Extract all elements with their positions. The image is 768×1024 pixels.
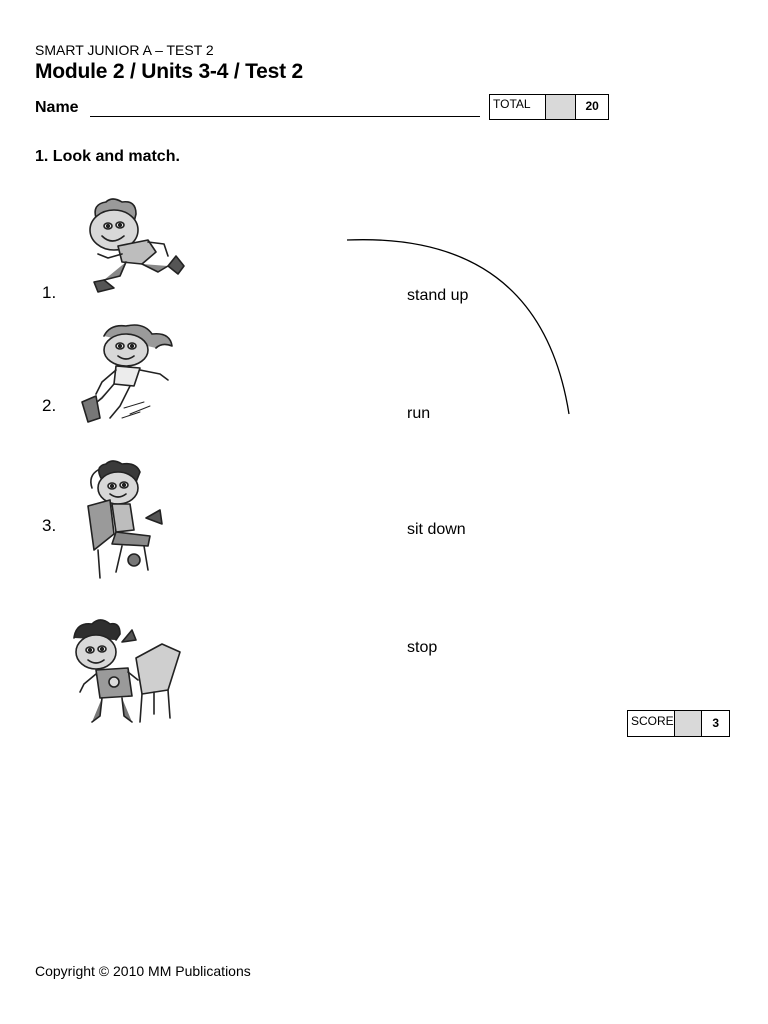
series-title: SMART JUNIOR A – TEST 2 <box>35 42 214 58</box>
score-label: SCORE <box>628 711 675 736</box>
page-title: Module 2 / Units 3-4 / Test 2 <box>35 60 304 83</box>
girl-stopping-illustration <box>74 322 186 430</box>
score-box <box>627 710 730 737</box>
total-value: 20 <box>585 99 599 113</box>
copyright-notice: Copyright © 2010 MM Publications <box>35 963 251 979</box>
girl-sitting-illustration <box>82 460 168 582</box>
item-number-3: 3. <box>42 516 57 535</box>
word-stand-up: stand up <box>407 287 469 304</box>
word-stop: stop <box>407 639 438 656</box>
total-box <box>489 94 609 120</box>
item-number-1: 1. <box>42 283 57 302</box>
total-label: TOTAL <box>490 95 546 119</box>
total-blank <box>546 95 577 119</box>
boy-running-illustration <box>78 196 190 302</box>
score-value: 3 <box>712 716 720 730</box>
name-label: Name <box>35 99 79 116</box>
word-run: run <box>407 405 431 422</box>
example-match-line <box>340 232 580 422</box>
word-sit-down: sit down <box>407 521 466 538</box>
item-number-2: 2. <box>42 396 57 415</box>
exercise-instruction: 1. Look and match. <box>35 148 180 165</box>
boy-standing-illustration <box>70 618 184 730</box>
score-blank <box>675 711 703 736</box>
name-line[interactable] <box>90 116 480 117</box>
